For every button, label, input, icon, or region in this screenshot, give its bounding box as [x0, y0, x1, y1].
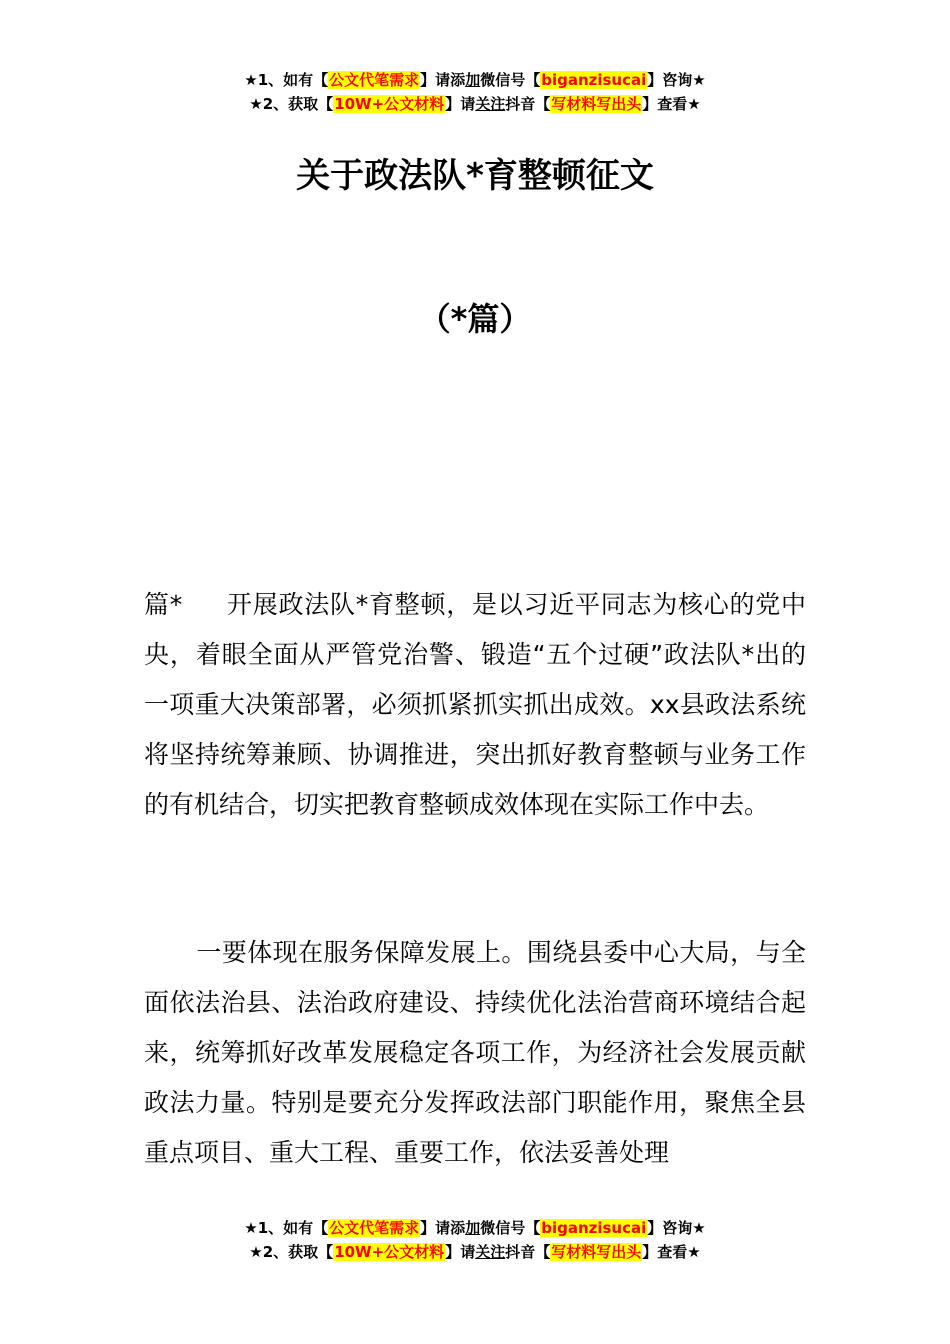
- paragraph-text: 开展政法队*育整顿，是以习近平同志为核心的党中央，着眼全面从严管党治警、锻造“五个过硬”政法队*出的一项重大决策部署，必须抓紧抓实抓出成效。xx县政法系统将坚持统筹兼顾、协调推进，突出抓好教育整顿与业务工作的有机结合，切实把教育整顿成效体现在实际工作中去。: [144, 590, 806, 819]
- paragraph-2: [144, 928, 806, 1178]
- promo-text: 抖音【: [505, 1243, 551, 1261]
- document-subtitle: （*篇）: [418, 300, 532, 338]
- document-title: 关于政法队*育整顿征文: [296, 156, 654, 196]
- promo-wechat-id: biganzisucai: [541, 1219, 647, 1237]
- promo-text: ★1、如有【: [244, 1219, 329, 1237]
- promo-line-2: [0, 1240, 950, 1264]
- paragraph-label: 篇*: [144, 590, 183, 619]
- promo-text: 】咨询★: [647, 1219, 706, 1237]
- header-promo: [0, 68, 950, 116]
- promo-text: 】请: [445, 1243, 476, 1261]
- promo-text: 】请添: [420, 1219, 466, 1237]
- promo-highlight: 10W+公文材料: [334, 95, 445, 113]
- promo-douyin-name: 写材料写出头: [551, 95, 642, 113]
- promo-text: ★2、获取【: [249, 1243, 334, 1261]
- promo-text: 】咨询★: [647, 71, 706, 89]
- promo-text: ★2、获取【: [249, 95, 334, 113]
- promo-text: 微信号【: [480, 71, 541, 89]
- promo-douyin-name: 写材料写出头: [551, 1243, 642, 1261]
- promo-line-1: [0, 1216, 950, 1240]
- promo-underline: 关注: [475, 95, 506, 113]
- promo-text: 微信号【: [480, 1219, 541, 1237]
- promo-line-1: [0, 68, 950, 92]
- promo-wechat-id: biganzisucai: [541, 71, 647, 89]
- promo-highlight: 公文代笔需求: [329, 71, 420, 89]
- paragraph-text: 一要体现在服务保障发展上。围绕县委中心大局，与全面依法治县、法治政府建设、持续优化法治营商环境结合起来，统筹抓好改革发展稳定各项工作，为经济社会发展贡献政法力量。特别是要充分发挥政法部门职能作用，聚焦全县重点项目、重大工程、重要工作，依法妥善处理: [144, 938, 806, 1167]
- promo-line-2: [0, 92, 950, 116]
- promo-text: 】查看★: [642, 1243, 701, 1261]
- footer-promo: [0, 1216, 950, 1264]
- promo-text: 】请: [445, 95, 476, 113]
- promo-text: ★1、如有【: [244, 71, 329, 89]
- promo-underline: 关注: [475, 1243, 506, 1261]
- promo-text: 】请添: [420, 71, 466, 89]
- promo-highlight: 10W+公文材料: [334, 1243, 445, 1261]
- promo-text: 抖音【: [505, 95, 551, 113]
- promo-text: 】查看★: [642, 95, 701, 113]
- promo-underline: 加: [465, 1219, 481, 1237]
- promo-highlight: 公文代笔需求: [329, 1219, 420, 1237]
- promo-underline: 加: [465, 71, 481, 89]
- paragraph-1: [144, 580, 806, 830]
